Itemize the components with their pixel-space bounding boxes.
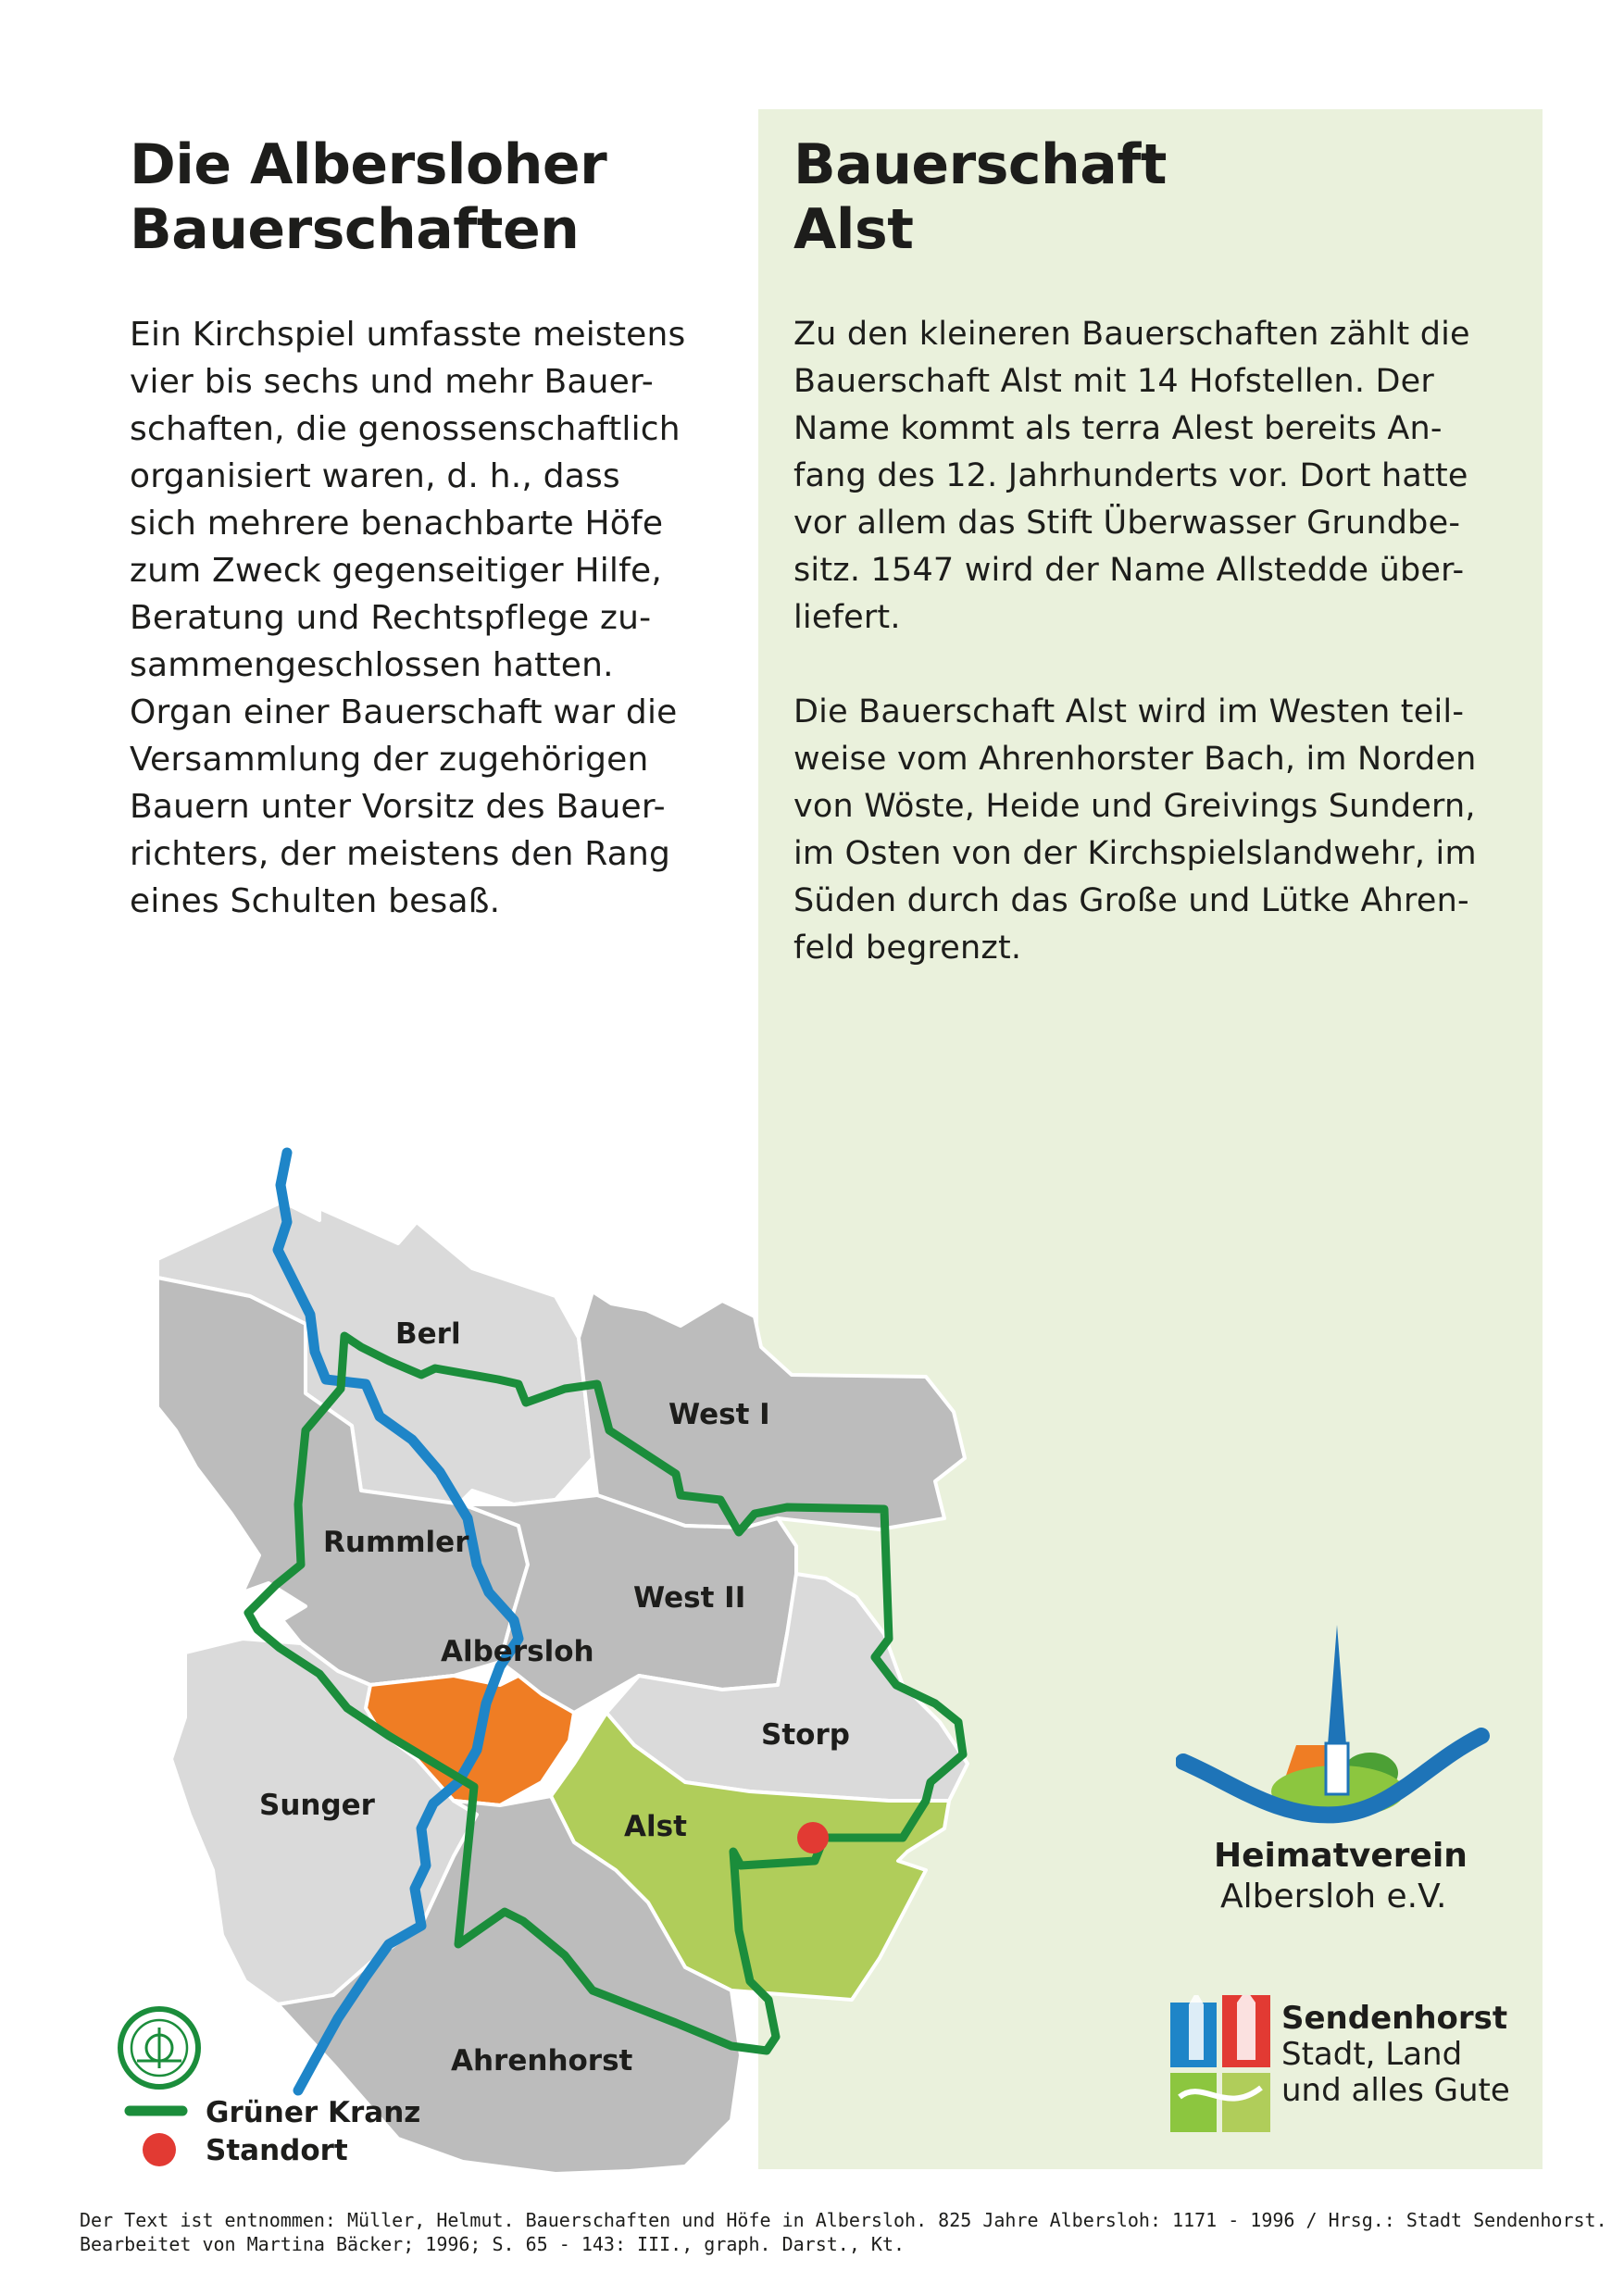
logo-church-spire [1328,1625,1346,1745]
right-paragraph-line: im Osten von der Kirchspielslandwehr, im [793,835,1477,872]
left-paragraph-line: sammengeschlossen hatten. [130,646,614,684]
gruener-kranz-emblem [120,2009,198,2087]
region-label-berl: Berl [395,1317,461,1351]
left-paragraph-line: richters, der meistens den Rang [130,835,671,873]
left-title-line: Die Albersloher [130,132,607,197]
left-title-line: Bauerschaften [130,197,580,262]
legend-standort-label: Standort [206,2134,348,2167]
right-paragraph-line: von Wöste, Heide und Greivings Sundern, [793,788,1476,825]
footer-line: Der Text ist entnommen: Müller, Helmut. Bauerschaften und Höfe in Albersloh. 825 Jahre Albersloh: 1171 - 1996 / Hrsg.: Stadt Sendenhorst. [80,2209,1607,2231]
source-footer [80,2208,1607,2256]
right-paragraph-line: Bauerschaft Alst mit 14 Hofstellen. Der [793,363,1434,400]
left-paragraph-line: schaften, die genossenschaftlich [130,410,681,448]
heimatverein-title: Heimatverein [1214,1837,1468,1875]
right-paragraph-line: sitz. 1547 wird der Name Allstedde über- [793,552,1465,589]
sendenhorst-logo [1170,1995,1270,2134]
region-label-ahrenhorst: Ahrenhorst [451,2044,633,2078]
right-paragraph-line: Name kommt als terra Alest bereits An- [793,410,1443,447]
sendenhorst-line: Stadt, Land [1281,2036,1463,2073]
region-label-west1: West I [668,1398,770,1431]
legend-standort-swatch [143,2133,176,2166]
left-paragraph-line: zum Zweck gegenseitiger Hilfe, [130,552,662,590]
right-paragraph-line: fang des 12. Jahrhunderts vor. Dort hatte [793,457,1468,494]
logo-spire-left [1189,1995,1204,2060]
region-label-alst: Alst [624,1810,687,1843]
region-label-rummler: Rummler [323,1526,469,1559]
left-paragraph-line: Bauern unter Vorsitz des Bauer- [130,788,666,826]
logo-block-green [1170,2073,1217,2132]
left-paragraph-line: Organ einer Bauerschaft war die [130,693,678,731]
right-paragraph-line: Die Bauerschaft Alst wird im Westen teil- [793,693,1465,730]
left-paragraph-line: eines Schulten besaß. [130,882,501,920]
standort-marker [797,1822,829,1853]
left-paragraph-line: sich mehrere benachbarte Höfe [130,505,664,543]
heimatverein-logo [1176,1625,1491,1824]
right-title-line: Alst [793,197,914,262]
logo-block-lightgreen [1222,2073,1270,2132]
left-paragraph-line: Ein Kirchspiel umfasste meistens [130,316,686,354]
right-paragraph-line: vor allem das Stift Überwasser Grundbe- [793,505,1461,542]
right-paragraph-line: feld begrenzt. [793,930,1022,967]
left-paragraph-line: Beratung und Rechtspflege zu- [130,599,652,637]
footer-line: Bearbeitet von Martina Bäcker; 1996; S. 65 - 143: III., graph. Darst., Kt. [80,2233,906,2255]
heimatverein-subtitle: Albersloh e.V. [1220,1878,1447,1915]
right-paragraph-line: Zu den kleineren Bauerschaften zählt die [793,316,1470,353]
left-paragraph-line: organisiert waren, d. h., dass [130,457,620,495]
region-west1 [579,1292,965,1529]
sendenhorst-line: und alles Gute [1281,2072,1510,2109]
logo-spire-right [1237,1995,1255,2060]
region-label-sunger: Sunger [259,1789,375,1822]
sendenhorst-title: Sendenhorst [1281,2000,1508,2037]
region-label-storp: Storp [761,1718,850,1752]
left-paragraph-line: Versammlung der zugehörigen [130,741,649,779]
region-label-albersloh: Albersloh [441,1635,594,1668]
right-title-line: Bauerschaft [793,132,1167,197]
right-paragraph-line: weise vom Ahrenhorster Bach, im Norden [793,741,1477,778]
logo-church-tower [1326,1743,1348,1794]
legend-ring-label: Grüner Kranz [206,2096,421,2129]
right-paragraph-line: liefert. [793,599,901,636]
right-paragraph-line: Süden durch das Große und Lütke Ahren- [793,882,1469,919]
left-paragraph-line: vier bis sechs und mehr Bauer- [130,363,654,401]
region-label-west2: West II [633,1581,746,1615]
